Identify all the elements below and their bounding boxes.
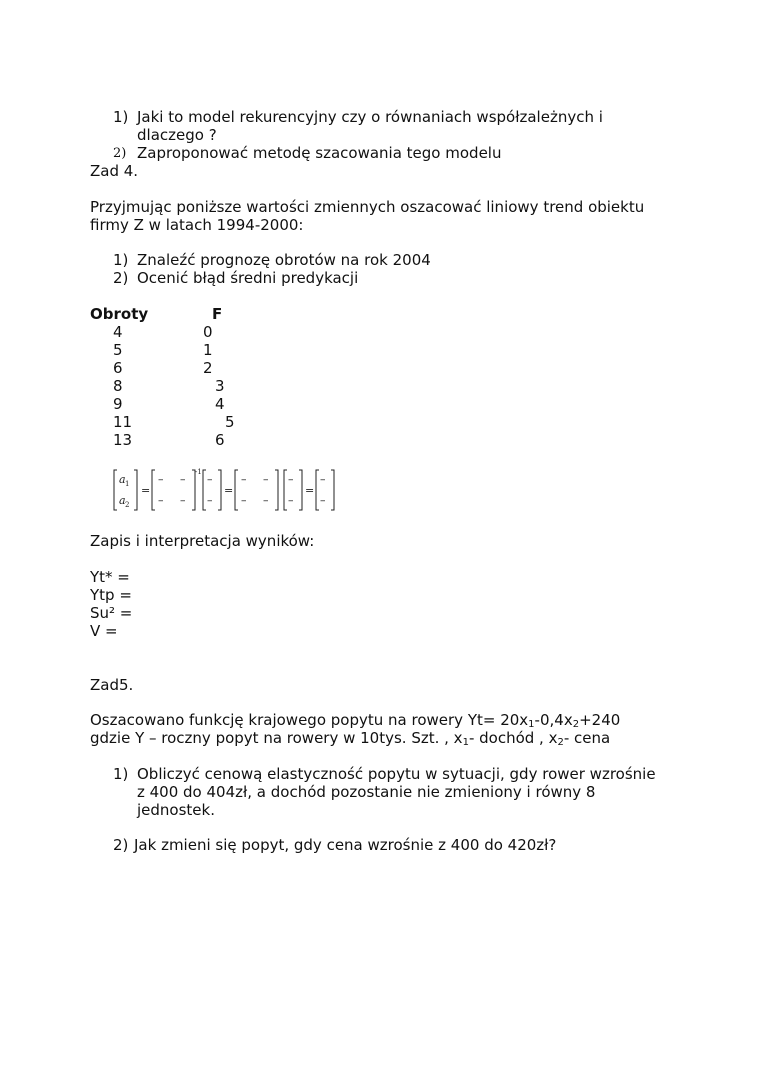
table-cell-f: 4 [215,395,225,413]
result-v: V = [90,622,118,640]
matrix-blank: – [288,473,294,486]
result-ytp: Ytp = [90,586,132,604]
table-header-obroty: Obroty [90,305,149,323]
table-cell-f: 6 [215,431,225,449]
table-cell-f: 3 [215,377,225,395]
table-cell-obroty: 11 [113,413,133,431]
matrix-blank: – [320,494,326,507]
list-number: 1) [113,251,129,269]
question-text-continued: dlaczego ? [137,126,217,144]
matrix-blank: – [207,473,213,486]
matrix-equation-svg [110,466,340,514]
task-intro-continued: gdzie Y – roczny popyt na rowery w 10tys. Szt. , $x_1-$ dochód , $x_2-$ cena [90,729,611,748]
list-number: 1) [113,108,129,126]
equals-sign: = [305,484,315,497]
subtask-text: Jak zmieni się popyt, gdy cena wzrośnie z 400 do 420zł? [134,836,557,854]
list-number: 2) [113,269,129,287]
bracket-right [299,470,302,510]
matrix-blank: – [241,494,247,507]
matrix-sub-2: 2 [125,501,130,509]
subtask-text: Znaleźć prognozę obrotów na rok 2004 [137,251,431,269]
subtask-text-continued: jednostek. [137,801,215,819]
task-heading: Zad5. [90,676,134,694]
task-intro: Oszacowano funkcję krajowego popytu na rowery $Yt= 20x_1-0,4x_2+240$ [90,711,621,730]
subtask-text-continued: z 400 do 404zł, a dochód pozostanie nie zmieniony i równy 8 [137,783,596,801]
bracket-left [203,470,206,510]
table-cell-f: 1 [203,341,213,359]
table-cell-obroty: 4 [113,323,123,341]
bracket-right [331,470,334,510]
subtask-text: Obliczyć cenową elastyczność popytu w sytuacji, gdy rower wzrośnie [137,765,656,783]
table-cell-obroty: 8 [113,377,123,395]
matrix-blank: – [263,494,269,507]
table-cell-obroty: 6 [113,359,123,377]
bracket-left [316,470,319,510]
matrix-sub-1: 1 [125,480,130,488]
task-intro: Przyjmując poniższe wartości zmiennych oszacować liniowy trend obiektu [90,198,645,216]
matrix-blank: – [180,494,186,507]
table-cell-obroty: 9 [113,395,123,413]
table-cell-obroty: 13 [113,431,133,449]
bracket-left [284,470,287,510]
question-text: Jaki to model rekurencyjny czy o równaniach współzależnych i [137,108,603,126]
results-heading: Zapis i interpretacja wyników: [90,532,315,550]
matrix-equation [110,466,340,518]
bracket-left [152,470,155,510]
table-cell-f: 5 [225,413,235,431]
matrix-blank: – [158,494,164,507]
list-number: 1) [113,765,129,783]
matrix-blank: – [320,473,326,486]
bracket-right [134,470,137,510]
table-header-f: F [212,305,223,323]
table-cell-obroty: 5 [113,341,123,359]
matrix-var-a1: a [119,473,126,486]
matrix-var-a2: a [119,494,126,507]
matrix-blank: – [241,473,247,486]
bracket-right [218,470,221,510]
matrix-blank: – [263,473,269,486]
matrix-blank: – [158,473,164,486]
subtask-text: Ocenić błąd średni predykacji [137,269,359,287]
equals-sign: = [224,484,234,497]
result-su2: Su² = [90,604,133,622]
inverse-exponent: -1 [195,468,202,476]
table-cell-f: 0 [203,323,213,341]
matrix-blank: – [288,494,294,507]
bracket-right [275,470,278,510]
list-number: 2) [113,146,127,161]
matrix-blank: – [207,494,213,507]
bracket-right [192,470,195,510]
result-yt-star: Yt* = [90,568,130,586]
bracket-left [114,470,117,510]
equals-sign: = [141,484,151,497]
list-number: 2) [113,836,129,854]
matrix-blank: – [180,473,186,486]
bracket-left [235,470,238,510]
question-text: Zaproponować metodę szacowania tego modelu [137,144,502,162]
table-cell-f: 2 [203,359,213,377]
task-heading: Zad 4. [90,162,139,180]
task-intro-continued: firmy Z w latach 1994-2000: [90,216,304,234]
